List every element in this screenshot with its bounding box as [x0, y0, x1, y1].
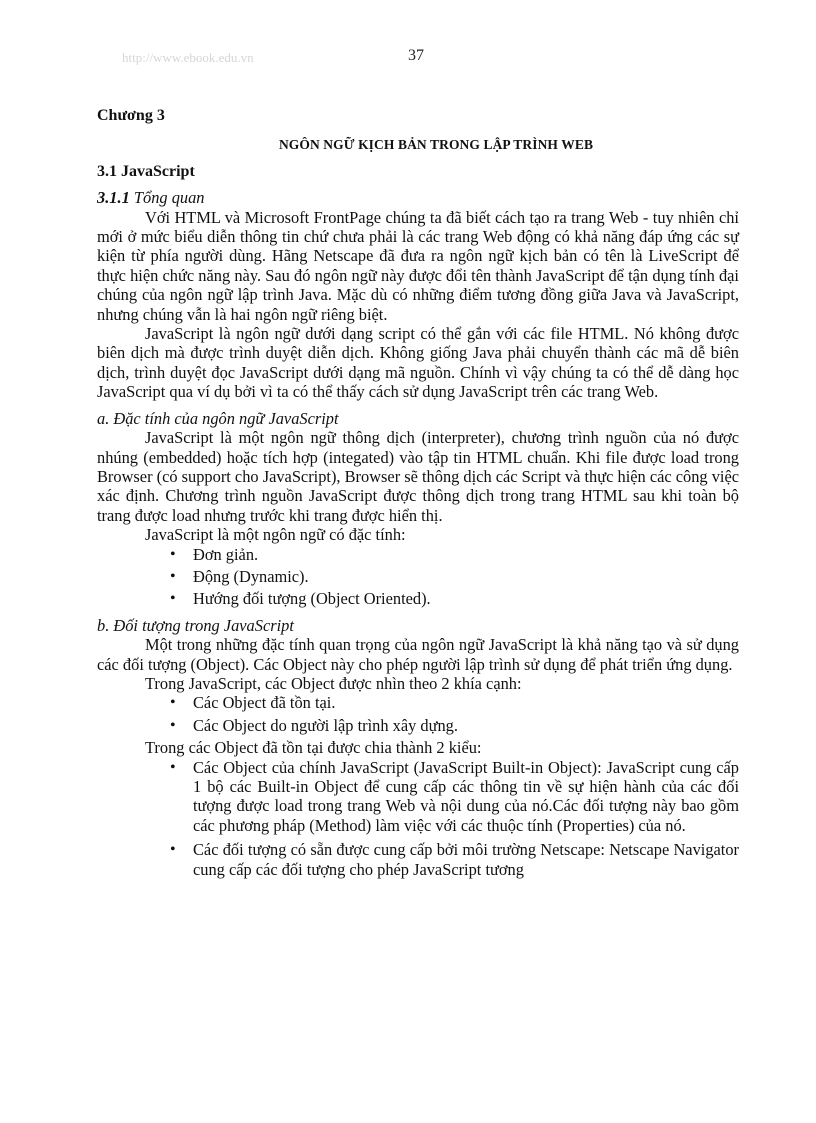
- part-a-intro: JavaScript là một ngôn ngữ có đặc tính:: [145, 525, 406, 545]
- section-heading: 3.1 JavaScript: [97, 162, 195, 180]
- part-b-intro-2: Trong các Object đã tồn tại được chia thành 2 kiểu:: [145, 738, 482, 758]
- part-b-intro-1: Trong JavaScript, các Object được nhìn theo 2 khía cạnh:: [145, 673, 522, 693]
- list-item: • Hướng đối tượng (Object Oriented).: [170, 589, 739, 608]
- overview-paragraph-1: Với HTML và Microsoft FrontPage chúng ta đã biết cách tạo ra trang Web - tuy nhiên chỉ mới ở mức biểu diễn thông tin chứ chưa phải là các trang Web động có khả năng đáp ứng các sự kiện từ phía người dùng. Hãng Netscape đã đưa ra ngôn ngữ kịch bản có tên là LiveScript để thực hiện chức năng này. Sau đó ngôn ngữ này được đổi tên thành JavaScript để tận dụng tính đại chúng của ngôn ngữ lập trình Java. Mặc dù có những điểm tương đồng giữa Java và JavaScript, nhưng chúng vẫn là hai ngôn ngữ riêng biệt.: [97, 207, 739, 324]
- list-item: • Các Object của chính JavaScript (JavaScript Built-in Object): JavaScript cung cấp 1 bộ các Built-in Object để cung cấp các thông tin về sự hiện hành của các đối tượng được load trong trang Web và nội dung của nó.Các đối tượng này bao gồm các phương pháp (Method) làm việc với các thuộc tính (Properties) của nó.: [170, 758, 739, 836]
- page-number: 37: [408, 47, 424, 64]
- subsection-heading: [97, 188, 739, 207]
- list-item: • Các đối tượng có sẵn được cung cấp bởi môi trường Netscape: Netscape Navigator cung cấp các đối tượng cho phép JavaScript tương: [170, 840, 739, 879]
- watermark-url: http://www.ebook.edu.vn: [122, 50, 254, 65]
- subsection-title: Tổng quan: [133, 188, 205, 208]
- part-a-list: [97, 545, 739, 609]
- part-b-list-1: [97, 693, 739, 735]
- part-b-heading: b. Đối tượng trong JavaScript: [97, 615, 294, 635]
- chapter-label: Chương 3: [97, 107, 165, 124]
- part-a-paragraph: JavaScript là một ngôn ngữ thông dịch (interpreter), chương trình nguồn của nó được nhúng (embedded) hoặc tích hợp (integated) vào tập tin HTML chuẩn. Khi file được load trong Browser (có support cho JavaScript), Browser sẽ thông dịch các Script và thực hiện các công việc xác định. Chương trình nguồn JavaScript được thông dịch trong trang HTML sau khi toàn bộ trang được load nhưng trước khi trang được hiển thị.: [97, 428, 739, 525]
- list-item: • Các Object do người lập trình xây dựng.: [170, 716, 739, 735]
- list-item: • Động (Dynamic).: [170, 567, 739, 586]
- part-b-list-2: [97, 758, 739, 879]
- part-a-heading: a. Đặc tính của ngôn ngữ JavaScript: [97, 408, 339, 428]
- list-item: • Đơn giản.: [170, 545, 739, 564]
- chapter-title: NGÔN NGỮ KỊCH BẢN TRONG LẬP TRÌNH WEB: [278, 137, 594, 153]
- subsection-number: 3.1.1: [97, 188, 130, 208]
- list-item: • Các Object đã tồn tại.: [170, 693, 739, 712]
- page-content: [97, 106, 739, 884]
- overview-paragraph-2: JavaScript là ngôn ngữ dưới dạng script có thể gắn với các file HTML. Nó không được biên dịch mà được trình duyệt diễn dịch. Không giống Java phải chuyển thành các mã dễ biên dịch, trình duyệt đọc JavaScript dưới dạng mã nguồn. Chính vì vậy chúng ta có thể dễ dàng học JavaScript qua ví dụ bởi vì ta có thể thấy cách sử dụng JavaScript trên các trang Web.: [97, 324, 739, 402]
- part-b-paragraph: Một trong những đặc tính quan trọng của ngôn ngữ JavaScript là khả năng tạo và sử dụng các đối tượng (Object). Các Object này cho phép người lập trình sử dụng để phát triển ứng dụng.: [97, 635, 739, 674]
